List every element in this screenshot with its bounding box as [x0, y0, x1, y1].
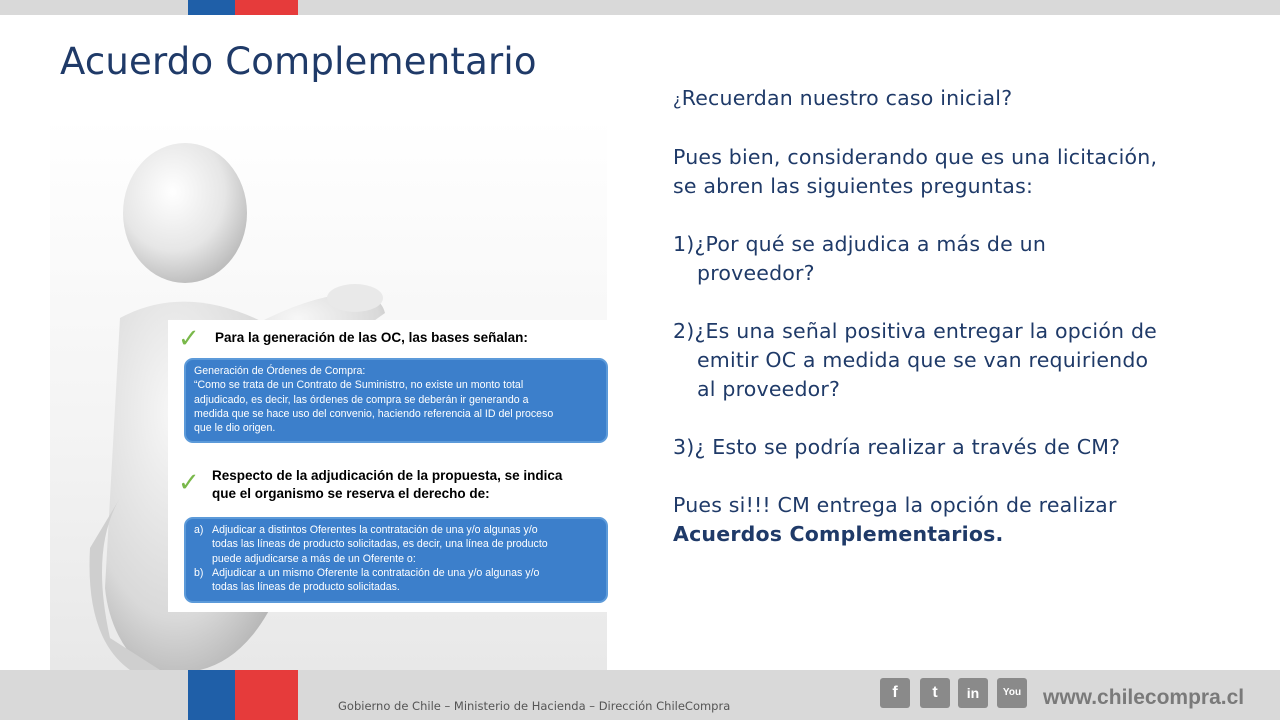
option-b-line: todas las líneas de producto solicitadas.	[212, 581, 400, 594]
paragraph-line: Pues bien, considerando que es una licitación,	[673, 145, 1158, 169]
answer-bold: Acuerdos Complementarios.	[673, 522, 1004, 546]
check-icon: ✓	[178, 468, 200, 498]
slide-title: Acuerdo Complementario	[60, 40, 537, 83]
board-heading-1: Para la generación de las OC, las bases señalan:	[215, 330, 528, 345]
option-a-line: puede adjudicarse a más de un Oferente o:	[212, 552, 416, 565]
intro-question	[673, 84, 1253, 114]
box1-line: “Como se trata de un Contrato de Suministro, no existe un monto total	[194, 379, 524, 392]
twitter-icon[interactable]: t	[920, 678, 950, 708]
option-a-line: Adjudicar a distintos Oferentes la contratación de una y/o algunas y/o	[212, 524, 538, 536]
check-icon: ✓	[178, 324, 200, 354]
box1-line: que le dio origen.	[194, 422, 276, 435]
heading2-line: que el organismo se reserva el derecho de:	[212, 486, 490, 501]
footer-flag-blue	[188, 670, 235, 720]
youtube-icon[interactable]: You	[997, 678, 1027, 708]
option-b-line: Adjudicar a un mismo Oferente la contratación de una y/o algunas y/o	[212, 566, 540, 579]
site-url[interactable]: www.chilecompra.cl	[1043, 686, 1245, 709]
heading2-line: Respecto de la adjudicación de la propuesta, se indica	[212, 468, 563, 483]
option-a-line: todas las líneas de producto solicitadas, es decir, una línea de producto	[212, 538, 548, 551]
flag-stripe-blue	[188, 0, 235, 15]
box1-line: adjudicado, es decir, las órdenes de compra se deberán ir generando a	[194, 393, 529, 406]
question-2-cont: al proveedor?	[697, 377, 841, 401]
footer-flag-red	[235, 670, 298, 720]
intro-question-text: Recuerdan nuestro caso inicial?	[681, 86, 1013, 110]
bases-oc-box	[184, 358, 608, 443]
adjudicacion-box	[184, 517, 608, 603]
question-text-block	[673, 84, 1253, 549]
option-b	[194, 566, 598, 595]
facebook-icon[interactable]: f	[880, 678, 910, 708]
question-1-cont: proveedor?	[697, 261, 815, 285]
question-2-cont: emitir OC a medida que se van requiriendo	[697, 348, 1149, 372]
option-a	[194, 523, 598, 566]
option-b-label: b)	[194, 566, 204, 579]
board-heading-2	[212, 467, 562, 503]
question-3: 3)¿ Esto se podría realizar a través de CM?	[673, 435, 1121, 459]
question-2: 2)¿Es una señal positiva entregar la opción de	[673, 319, 1157, 343]
linkedin-icon[interactable]: in	[958, 678, 988, 708]
question-1: 1)¿Por qué se adjudica a más de un	[673, 232, 1047, 256]
box1-line: medida que se hace uso del convenio, haciendo referencia al ID del proceso	[194, 407, 554, 420]
footer-text: Gobierno de Chile – Ministerio de Hacienda – Dirección ChileCompra	[338, 699, 731, 713]
flag-stripe-red	[235, 0, 298, 15]
info-board	[168, 320, 620, 612]
option-a-label: a)	[194, 524, 204, 536]
answer-line: Pues si!!! CM entrega la opción de realizar	[673, 493, 1117, 517]
intro-question-mark: ¿	[673, 90, 682, 109]
box1-title: Generación de Órdenes de Compra:	[194, 365, 366, 377]
paragraph-line: se abren las siguientes preguntas:	[673, 174, 1034, 198]
